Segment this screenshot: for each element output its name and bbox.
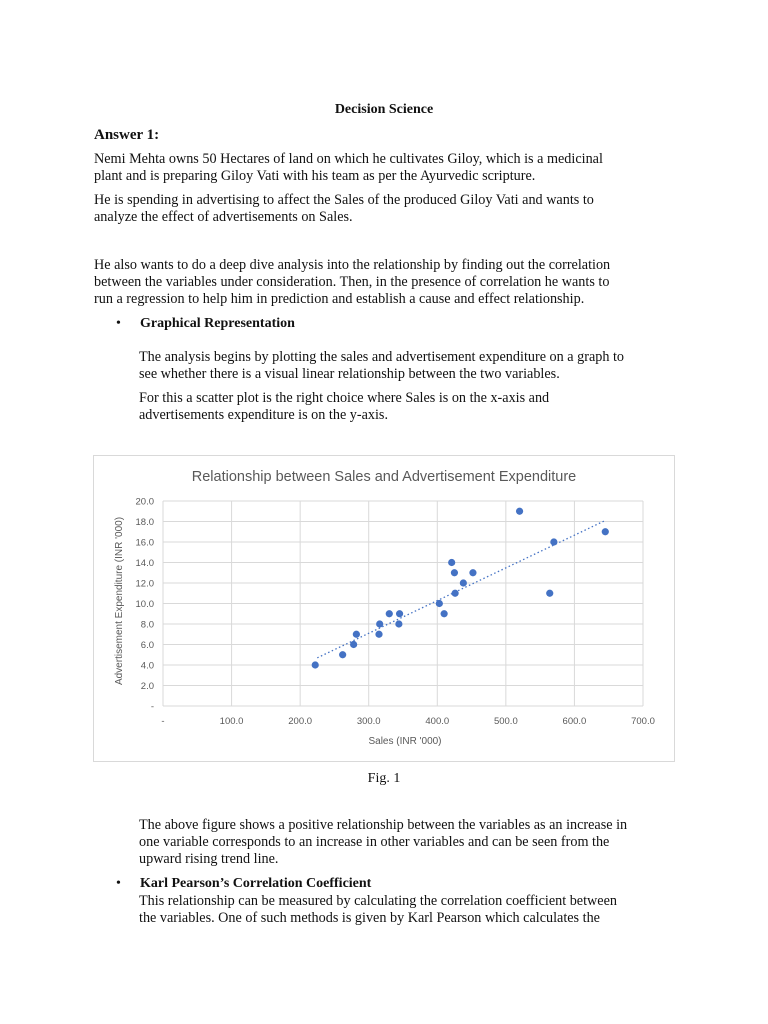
paragraph-2 — [94, 192, 594, 226]
text-line: The analysis begins by plotting the sales and advertisement expenditure on a graph to — [139, 349, 625, 365]
bullet-graphical-representation: Graphical Representation — [140, 316, 295, 331]
data-point — [339, 651, 346, 658]
paragraph-5 — [139, 390, 549, 424]
data-point — [312, 661, 319, 668]
bullet-marker: • — [116, 876, 121, 891]
bullet-marker: • — [116, 316, 121, 331]
text-line: This relationship can be measured by calculating the correlation coefficient between — [139, 893, 617, 909]
x-tick-label: 700.0 — [631, 716, 655, 727]
data-point — [602, 528, 609, 535]
grid-lines — [163, 501, 643, 706]
y-tick-label: 18.0 — [135, 517, 154, 528]
trendline — [317, 520, 605, 657]
data-point — [469, 569, 476, 576]
y-tick-label: 8.0 — [140, 619, 154, 631]
tick-labels — [136, 497, 655, 728]
x-tick-label: 600.0 — [562, 716, 587, 727]
data-point — [516, 508, 523, 515]
x-tick-label: 500.0 — [493, 716, 518, 727]
data-point — [395, 620, 402, 627]
text-line: advertisements expenditure is on the y-axis. — [139, 407, 389, 423]
data-point — [546, 590, 553, 597]
text-line: upward rising trend line. — [139, 851, 279, 867]
text-line: run a regression to help him in prediction and establish a cause and effect relationship. — [94, 291, 585, 307]
text-line: He also wants to do a deep dive analysis into the relationship by finding out the correlation — [94, 257, 611, 273]
y-tick-label: 2.0 — [140, 681, 154, 692]
y-tick-label: 4.0 — [140, 660, 154, 672]
data-point — [550, 538, 557, 545]
scatter-chart-svg — [94, 456, 674, 761]
text-line: For this a scatter plot is the right choice where Sales is on the x-axis and — [139, 390, 550, 406]
figure-caption: Fig. 1 — [367, 771, 401, 786]
y-axis-label: Advertisement Expenditure (INR '000) — [114, 516, 125, 686]
x-tick-label: 100.0 — [219, 716, 244, 727]
chart-title: Relationship between Sales and Advertisement Expenditure — [191, 469, 577, 485]
y-tick-label: 20.0 — [135, 496, 154, 508]
text-line: Nemi Mehta owns 50 Hectares of land on which he cultivates Giloy, which is a medicinal — [94, 151, 603, 167]
x-tick-label: - — [161, 716, 165, 727]
y-tick-label: 16.0 — [135, 537, 154, 549]
data-point — [436, 600, 443, 607]
data-point — [386, 610, 393, 617]
text-line: plant and is preparing Giloy Vati with his team as per the Ayurvedic scripture. — [94, 168, 536, 184]
data-point — [452, 590, 459, 597]
paragraph-4 — [139, 349, 624, 383]
data-point — [350, 641, 357, 648]
x-tick-label: 300.0 — [356, 716, 381, 727]
text-line: see whether there is a visual linear relationship between the two variables. — [139, 366, 560, 382]
x-tick-label: 400.0 — [425, 716, 450, 727]
data-point — [396, 610, 403, 617]
trendline-layer — [317, 520, 605, 657]
paragraph-6 — [139, 817, 627, 868]
data-point — [448, 559, 455, 566]
paragraph-7 — [139, 893, 617, 927]
scatter-chart — [93, 455, 675, 762]
bullet-karl-pearson: Karl Pearson’s Correlation Coefficient — [140, 876, 372, 891]
text-line: between the variables under consideration. Then, in the presence of correlation he wants to — [94, 274, 610, 290]
y-tick-label: 6.0 — [140, 640, 154, 651]
document-title: Decision Science — [334, 102, 434, 117]
y-tick-label: 10.0 — [135, 599, 154, 610]
text-line: The above figure shows a positive relationship between the variables as an increase in — [139, 817, 628, 833]
data-point — [441, 610, 448, 617]
text-line: one variable corresponds to an increase in other variables and can be seen from the — [139, 834, 610, 850]
x-axis-label: Sales (INR '000) — [368, 736, 442, 747]
text-line: the variables. One of such methods is given by Karl Pearson which calculates the — [139, 910, 600, 926]
y-tick-label: 14.0 — [135, 558, 154, 569]
data-point — [353, 631, 360, 638]
y-tick-label: 12.0 — [135, 578, 154, 590]
y-tick-label: - — [150, 701, 154, 713]
data-point — [460, 579, 467, 586]
x-tick-label: 200.0 — [288, 716, 313, 727]
data-point — [375, 631, 382, 638]
paragraph-1 — [94, 151, 603, 185]
text-line: He is spending in advertising to affect the Sales of the produced Giloy Vati and wants to — [94, 192, 594, 208]
paragraph-3 — [94, 257, 610, 308]
data-point — [451, 569, 458, 576]
answer-heading: Answer 1: — [94, 127, 160, 143]
text-line: analyze the effect of advertisements on Sales. — [94, 209, 353, 225]
data-point — [376, 620, 383, 627]
